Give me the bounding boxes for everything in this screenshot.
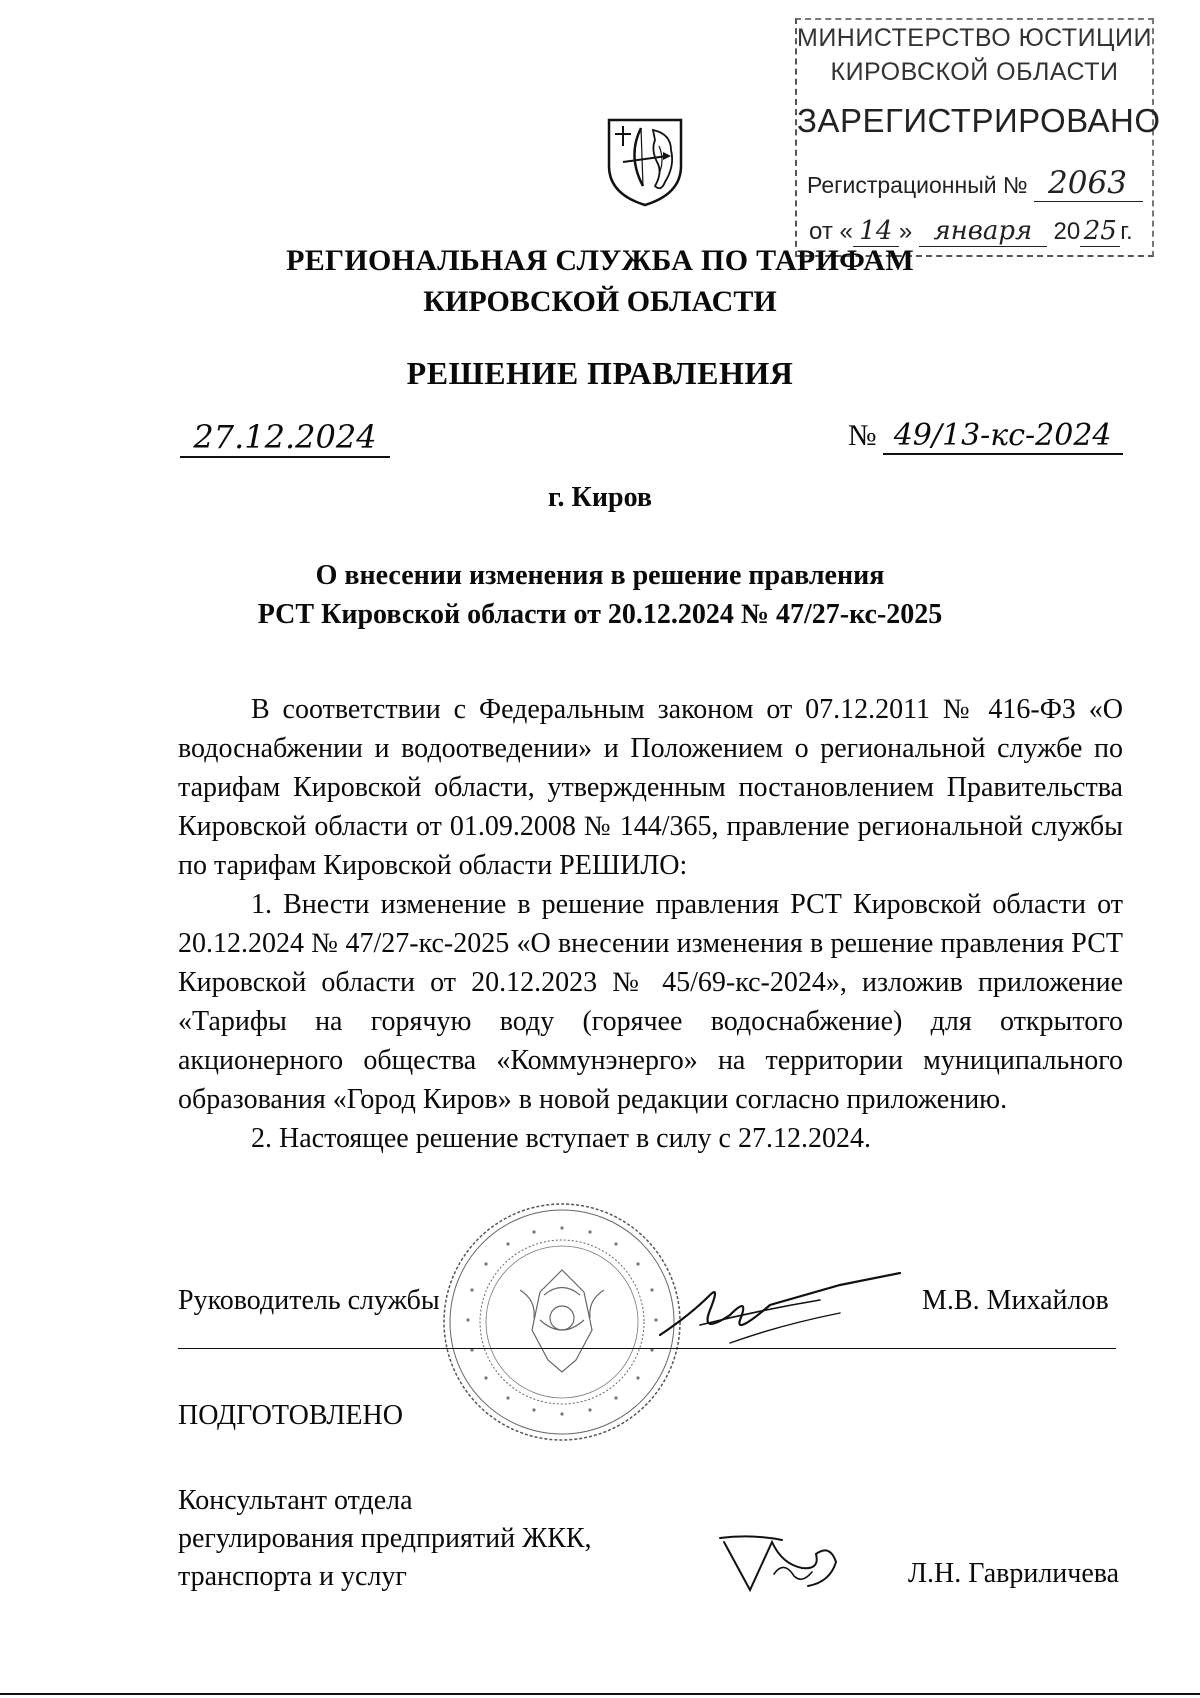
prepared-label: ПОДГОТОВЛЕНО bbox=[178, 1400, 403, 1431]
item-1-paragraph: 1. Внести изменение в решение правления РСТ Кировской области от 20.12.2024 № 47/27-кс-2025 «О внесении изменения в решение правления РСТ Кировской области от 20.12.2023 № 45/69-кс-2024», изложив приложение «Тарифы на горячую воду (горячее водоснабжение) для открытого акционерного общества «Коммунэнерго» на территории муниципального образования «Город Киров» в новой редакции согласно приложению. bbox=[178, 889, 1123, 1115]
consultant-name: Л.Н. Гавриличева bbox=[908, 1558, 1120, 1589]
head-name: М.В. Михайлов bbox=[922, 1285, 1109, 1316]
kirov-coat-of-arms-icon bbox=[605, 116, 685, 208]
registration-stamp bbox=[795, 18, 1161, 257]
agency-name-line2: КИРОВСКОЙ ОБЛАСТИ bbox=[423, 285, 777, 318]
handwritten-signature-icon bbox=[640, 1255, 940, 1355]
city: г. Киров bbox=[548, 482, 652, 513]
stamp-date-row bbox=[809, 216, 1133, 247]
stamp-ministry-line2: КИРОВСКОЙ ОБЛАСТИ bbox=[830, 58, 1119, 86]
stamp-date-suffix: г. bbox=[1120, 218, 1133, 245]
stamp-number-label: Регистрационный № bbox=[807, 172, 1028, 198]
head-role: Руководитель службы bbox=[178, 1285, 440, 1316]
item-2-paragraph: 2. Настоящее решение вступает в силу с 27.12.2024. bbox=[251, 1123, 871, 1154]
stamp-date-prefix: от « bbox=[809, 218, 853, 245]
bottom-edge-line bbox=[0, 1693, 1200, 1695]
document-type-title: РЕШЕНИЕ ПРАВЛЕНИЯ bbox=[406, 355, 794, 391]
stamp-date-year-prefix: 20 bbox=[1053, 218, 1081, 245]
number-sign: № bbox=[848, 419, 877, 452]
consultant-role: Консультант отдела регулирования предприятий ЖКК, транспорта и услуг bbox=[178, 1485, 592, 1592]
consultant-signature-icon bbox=[712, 1524, 852, 1604]
stamp-date-year-suffix: 25 bbox=[1080, 216, 1120, 247]
stamp-status: ЗАРЕГИСТРИРОВАНО bbox=[797, 102, 1161, 139]
document-number-row bbox=[848, 418, 1123, 455]
stamp-number-row bbox=[807, 165, 1143, 202]
stamp-date-mid: » bbox=[898, 218, 913, 245]
preamble-paragraph: В соответствии с Федеральным законом от 07.12.2011 № 416-ФЗ «О водоснабжении и водоотведении» и Положением о региональной службе по тарифам Кировской области, утвержденным постановлением Правительства Кировской области от 01.09.2008 № 144/365, правление региональной службы по тарифам Кировской области РЕШИЛО: bbox=[178, 694, 1123, 881]
stamp-date-month: января bbox=[919, 216, 1047, 247]
document-date: 27.12.2024 bbox=[180, 418, 390, 458]
signature-divider bbox=[178, 1348, 1116, 1349]
subject-line2: РСТ Кировской области от 20.12.2024 № 47/27-кс-2025 bbox=[257, 599, 943, 630]
stamp-date-day: 14 bbox=[853, 216, 899, 247]
stamp-ministry-line1: МИНИСТЕРСТВО ЮСТИЦИИ bbox=[797, 24, 1152, 52]
document-body bbox=[178, 690, 1123, 1158]
agency-name-line1: РЕГИОНАЛЬНАЯ СЛУЖБА ПО ТАРИФАМ bbox=[286, 244, 914, 277]
stamp-number-value: 2063 bbox=[1034, 165, 1143, 202]
document-number: 49/13-кс-2024 bbox=[883, 418, 1123, 455]
subject-line1: О внесении изменения в решение правления bbox=[315, 560, 885, 591]
